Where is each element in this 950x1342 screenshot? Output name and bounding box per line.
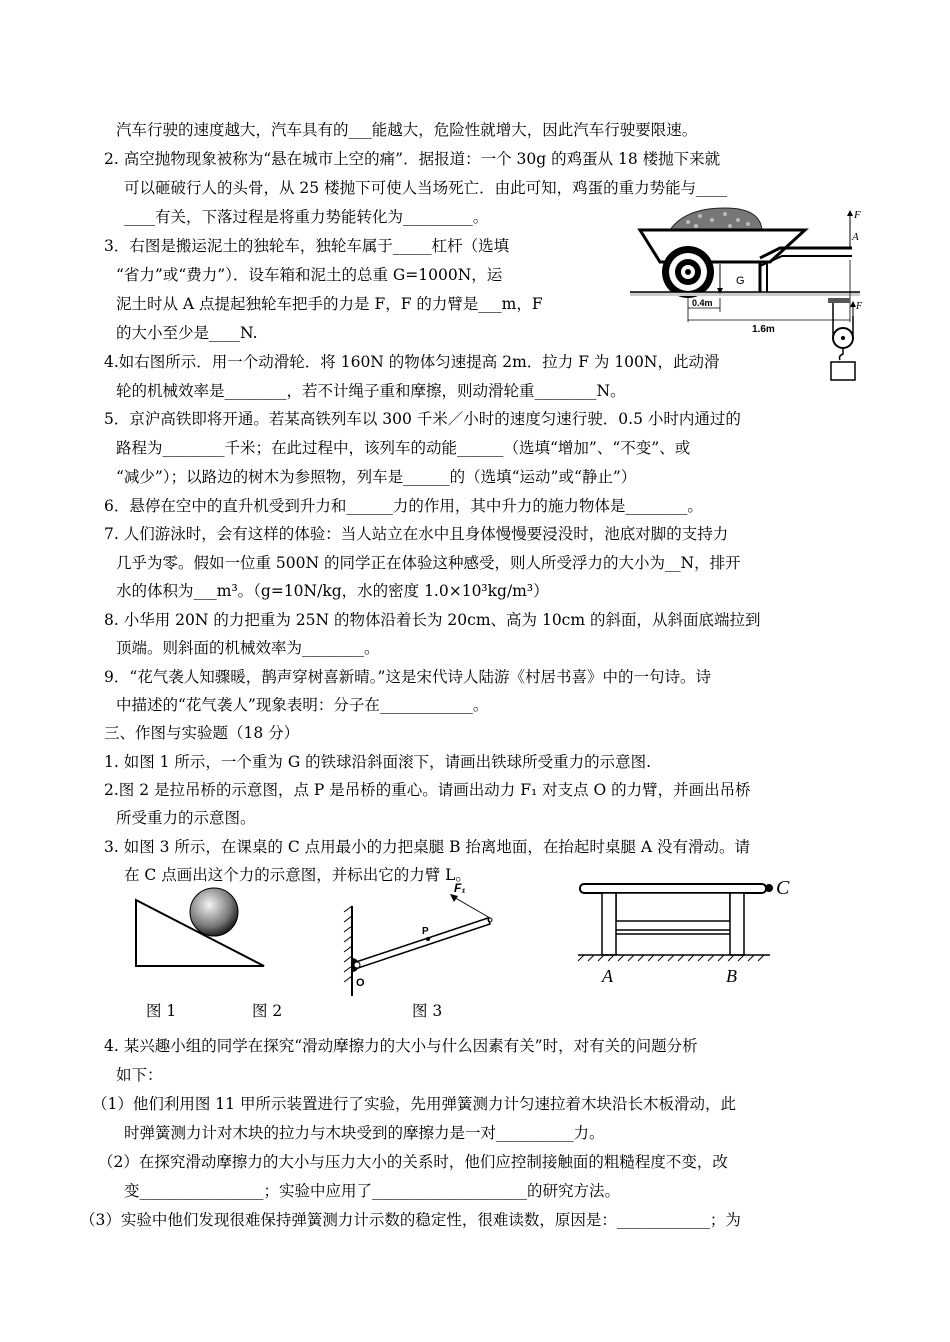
label-F1: F₁ (454, 881, 466, 895)
text-line: “省力”或“费力”）．设车箱和泥土的总重 G=1000N，运 (116, 266, 503, 284)
text-line: 6．悬停在空中的直升机受到升力和______力的作用，其中升力的施力物体是________。 (104, 497, 703, 515)
figure-1-incline (130, 888, 270, 968)
text-line: 中描述的“花气袭人”现象表明：分子在____________。 (116, 696, 489, 714)
text-line: 时弹簧测力计对木块的拉力与木块受到的摩擦力是一对__________力。 (124, 1124, 605, 1142)
text-line: （1）他们利用图 11 甲所示装置进行了实验，先用弹簧测力计匀速拉着木块沿长木板滑动，此 (92, 1095, 736, 1113)
text-line: 可以砸破行人的头骨，从 25 楼抛下可使人当场死亡．由此可知，鸡蛋的重力势能与____ (124, 179, 728, 197)
text-line: 5．京沪高铁即将开通。若某高铁列车以 300 千米／小时的速度匀速行驶．0.5 小时内通过的 (104, 410, 741, 428)
text-line: 顶端。则斜面的机械效率为________。 (116, 639, 380, 657)
label-C: C (776, 877, 790, 899)
pulley-figure (818, 296, 868, 388)
text-line: ____有关，下落过程是将重力势能转化为_________。 (124, 208, 489, 226)
text-line: 4. 某兴趣小组的同学在探究“滑动摩擦力的大小与什么因素有关”时，对有关的问题分析 (104, 1037, 698, 1055)
label-pulley-F: F (856, 301, 863, 312)
text-line: 所受重力的示意图。 (116, 809, 256, 827)
text-line: 7. 人们游泳时，会有这样的体验：当人站立在水中且身体慢慢要浸没时，池底对脚的支持力 (104, 525, 729, 543)
text-line: 2.图 2 是拉吊桥的示意图，点 P 是吊桥的重心。请画出动力 F₁ 对支点 O 的力臂，并画出吊桥 (104, 781, 751, 799)
section-heading: 三、作图与实验题（18 分） (104, 724, 300, 742)
text-line: 的大小至少是____N. (116, 324, 258, 342)
text-line: 汽车行驶的速度越大，汽车具有的___能越大，危险性就增大，因此汽车行驶要限速。 (116, 121, 698, 139)
text-line: 路程为________千米；在此过程中，该列车的动能______（选填“增加”、“不变”、或 (116, 439, 691, 457)
text-line: 几乎为零。假如一位重 500N 的同学正在体验这种感受，则人所受浮力的大小为__N，排开 (116, 554, 741, 572)
text-line: 2. 高空抛物现象被称为“悬在城市上空的痛”．据报道：一个 30g 的鸡蛋从 18 楼抛下来就 (104, 150, 721, 168)
text-line: 水的体积为___m³。（g=10N/kg，水的密度 1.0×10³kg/m³） (116, 582, 549, 600)
figure-3-desk (574, 874, 804, 992)
text-line: （2）在探究滑动摩擦力的大小与压力大小的关系时，他们应控制接触面的粗糙程度不变，改 (98, 1153, 728, 1171)
text-line: （3）实验中他们发现很难保持弹簧测力计示数的稳定性，很难读数，原因是：____________；为 (80, 1211, 741, 1229)
label-F: F (854, 209, 861, 221)
figure-2-drawbridge (340, 878, 510, 998)
label-B: B (726, 966, 737, 986)
caption-figure-1: 图 1 (146, 1002, 177, 1020)
text-line: 轮的机械效率是________，若不计绳子重和摩擦，则动滑轮重________N。 (116, 382, 626, 400)
label-P: P (422, 926, 429, 937)
text-line: 3．右图是搬运泥土的独轮车，独轮车属于_____杠杆（选填 (104, 237, 510, 255)
label-A: A (852, 231, 859, 243)
text-line: 9．“花气袭人知骤暖，鹊声穿树喜新晴。”这是宋代诗人陆游《村居书喜》中的一句诗。诗 (104, 668, 711, 686)
label-G: G (736, 275, 745, 287)
text-line: 4.如右图所示．用一个动滑轮．将 160N 的物体匀速提高 2m．拉力 F 为 100N，此动滑 (104, 353, 720, 371)
label-A: A (602, 966, 613, 986)
label-0-4m: 0.4m (692, 298, 713, 308)
text-line: 3. 如图 3 所示，在课桌的 C 点用最小的力把桌腿 B 抬离地面，在抬起时桌腿 A 没有滑动。请 (104, 838, 750, 856)
text-line: 8. 小华用 20N 的力把重为 25N 的物体沿着长为 20cm、高为 10cm 的斜面，从斜面底端拉到 (104, 611, 761, 629)
label-1-6m: 1.6m (752, 324, 775, 335)
text-line: 1. 如图 1 所示，一个重为 G 的铁球沿斜面滚下，请画出铁球所受重力的示意图. (104, 753, 652, 771)
text-line: 泥土时从 A 点提起独轮车把手的力是 F，F 的力臂是___m，F (116, 295, 543, 313)
text-line: “减少”）；以路边的树木为参照物，列车是______的（选填“运动”或“静止”） (116, 468, 637, 486)
caption-figure-3: 图 3 (412, 1002, 443, 1020)
caption-figure-2: 图 2 (252, 1002, 283, 1020)
label-O: O (356, 977, 365, 989)
text-line: 在 C 点画出这个力的示意图，并标出它的力臂 L。 (124, 866, 471, 884)
text-line: 变________________；实验中应用了____________________的研究方法。 (124, 1182, 621, 1200)
text-line: 如下： (116, 1066, 163, 1084)
